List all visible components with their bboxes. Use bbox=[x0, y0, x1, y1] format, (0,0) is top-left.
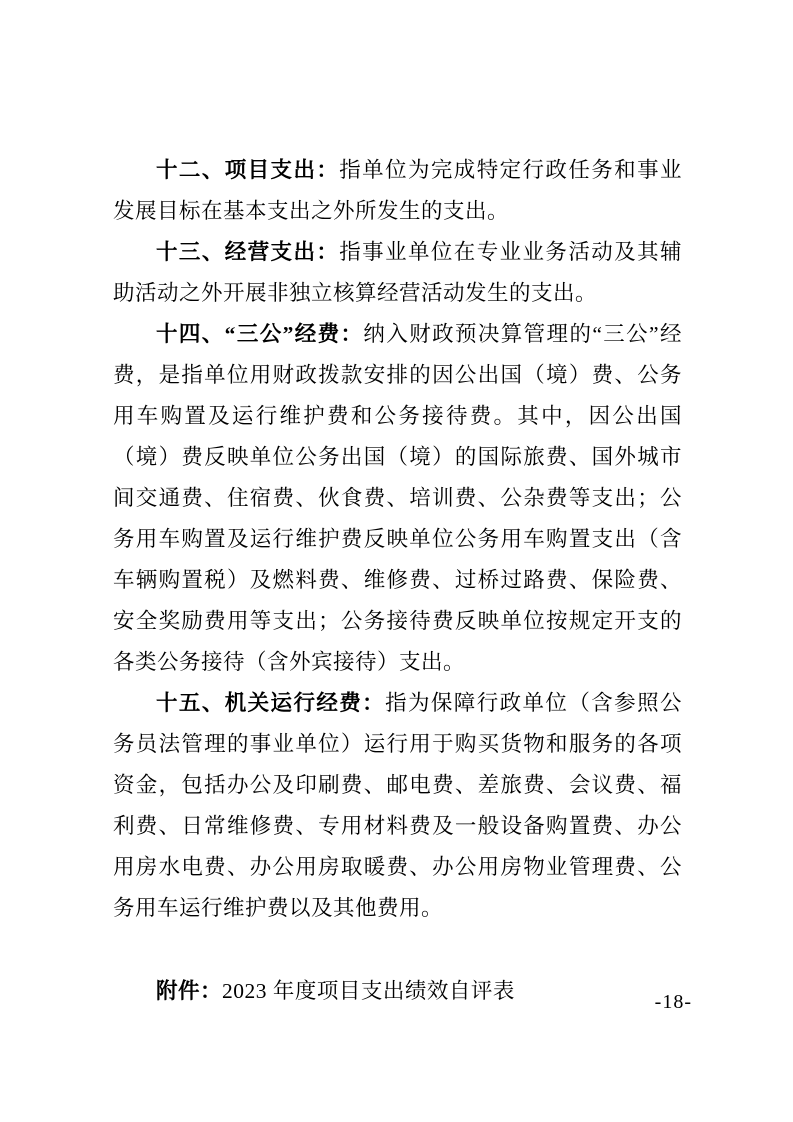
paragraph-lead: 十二、项目支出： bbox=[156, 158, 340, 182]
attachment-lead: 附件： bbox=[156, 979, 223, 1003]
paragraph-lead: 十三、经营支出： bbox=[156, 240, 340, 264]
paragraph-body: 纳入财政预决算管理的“三公”经费，是指单位用财政拨款安排的因公出国（境）费、公务用车购置及运行维护费和公务接待费。其中，因公出国（境）费反映单位公务出国（境）的国际旅费、国外城市间交通费、住宿费、伙食费、培训费、公杂费等支出；公务用车购置及运行维护费反映单位公务用车购置支出（含车辆购置税）及燃料费、维修费、过桥过路费、保险费、安全奖励费用等支出；公务接待费反映单位按规定开支的各类公务接待（含外宾接待）支出。 bbox=[113, 322, 682, 674]
paragraph-body: 指为保障行政单位（含参照公务员法管理的事业单位）运行用于购买货物和服务的各项资金，包括办公及印刷费、邮电费、差旅费、会议费、福利费、日常维修费、专用材料费及一般设备购置费、办公用房水电费、办公用房取暖费、办公用房物业管理费、公务用车运行维护费以及其他费用。 bbox=[113, 691, 682, 920]
attachment-line bbox=[113, 971, 682, 1012]
paragraph-lead: 十四、“三公”经费： bbox=[156, 322, 364, 346]
paragraph-lead: 十五、机关运行经费： bbox=[156, 691, 386, 715]
paragraph-item-13 bbox=[113, 232, 682, 314]
paragraph-body: 指单位为完成特定行政任务和事业发展目标在基本支出之外所发生的支出。 bbox=[113, 158, 682, 223]
paragraph-item-14 bbox=[113, 314, 682, 683]
attachment-title: 2023 年度项目支出绩效自评表 bbox=[222, 979, 515, 1003]
paragraph-item-12 bbox=[113, 150, 682, 232]
paragraph-body: 指事业单位在专业业务活动及其辅助活动之外开展非独立核算经营活动发生的支出。 bbox=[113, 240, 682, 305]
page-number: -18- bbox=[654, 991, 692, 1013]
paragraph-item-15 bbox=[113, 683, 682, 929]
